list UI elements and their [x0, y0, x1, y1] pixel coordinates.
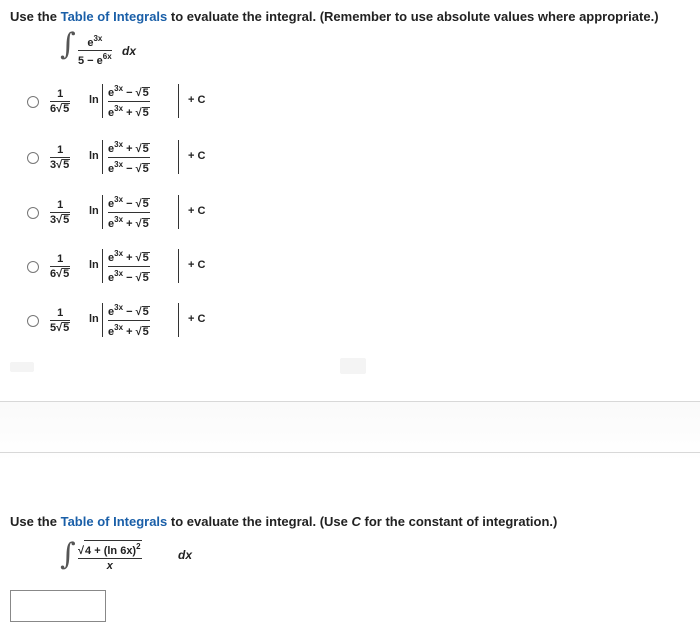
absolute-value-bar-left — [102, 195, 103, 229]
coefficient-fraction: 1 5√5 — [50, 307, 70, 334]
coefficient-fraction: 1 3√5 — [50, 199, 70, 226]
absolute-value-bar-left — [102, 249, 103, 283]
absolute-value-bar-left — [102, 140, 103, 174]
ln-label: ln — [89, 205, 99, 217]
constant-c: + C — [188, 150, 206, 162]
constant-c: + C — [188, 259, 206, 271]
ln-label: ln — [89, 259, 99, 271]
question-2-prompt — [10, 514, 557, 529]
answer-option-1[interactable] — [0, 84, 700, 142]
coefficient-fraction: 1 6√5 — [50, 253, 70, 280]
absolute-value-bar-right — [178, 303, 179, 337]
table-of-integrals-link[interactable]: Table of Integrals — [60, 514, 168, 529]
table-of-integrals-link[interactable]: Table of Integrals — [60, 9, 168, 24]
prompt-middle: to evaluate the integral. (Use — [170, 514, 348, 529]
section-gap — [0, 402, 700, 462]
integrand-denominator: x — [106, 560, 113, 572]
ln-label: ln — [89, 94, 99, 106]
absolute-value-bar-left — [102, 84, 103, 118]
coefficient-fraction: 1 3√5 — [50, 144, 70, 171]
question-1-prompt — [10, 9, 659, 24]
prompt-prefix: Use the — [10, 9, 57, 24]
radio-button[interactable] — [27, 261, 39, 273]
section-divider — [0, 452, 700, 453]
radio-button[interactable] — [27, 152, 39, 164]
constant-c: + C — [188, 313, 206, 325]
log-argument-fraction: $e^{3x} - √5$ $e^{3x} + √5$ — [108, 195, 149, 230]
integral-sign: ∫ — [60, 27, 76, 62]
ln-label: ln — [89, 150, 99, 162]
absolute-value-bar-right — [178, 249, 179, 283]
prompt-suffix: to evaluate the integral. (Remember to use absolute values where appropriate.) — [170, 9, 659, 24]
log-argument-fraction: $e^{3x} + √5$ $e^{3x} - √5$ — [108, 249, 149, 284]
prompt-variable: C — [351, 514, 361, 529]
radio-button[interactable] — [27, 315, 39, 327]
coefficient-fraction: 1 6√5 — [50, 88, 70, 115]
log-argument-fraction: $e^{3x} - √5$ $e^{3x} + √5$ — [108, 84, 149, 119]
faded-artifact — [340, 358, 366, 374]
dx-label: dx — [122, 44, 137, 58]
answer-option-4[interactable] — [0, 249, 700, 307]
absolute-value-bar-left — [102, 303, 103, 337]
faded-artifact — [10, 362, 34, 372]
absolute-value-bar-right — [178, 84, 179, 118]
radio-button[interactable] — [27, 96, 39, 108]
integrand-numerator: √4 + (ln 6x)$^2$ — [78, 542, 141, 557]
integrand-fraction — [78, 540, 142, 572]
prompt-suffix: for the constant of integration.) — [364, 514, 558, 529]
integral-sign: ∫ — [60, 537, 76, 572]
integrand-numerator: $e^{3x}$ — [87, 34, 103, 49]
radio-button[interactable] — [27, 207, 39, 219]
constant-c: + C — [188, 205, 206, 217]
log-argument-fraction: $e^{3x} + √5$ $e^{3x} - √5$ — [108, 140, 149, 175]
answer-option-2[interactable] — [0, 140, 700, 198]
integrand-fraction — [78, 34, 112, 67]
log-argument-fraction: $e^{3x} - √5$ $e^{3x} + √5$ — [108, 303, 149, 338]
integrand-denominator: $5 - e^{6x}$ — [78, 52, 112, 67]
ln-label: ln — [89, 313, 99, 325]
answer-option-5[interactable] — [0, 303, 700, 361]
constant-c: + C — [188, 94, 206, 106]
absolute-value-bar-right — [178, 195, 179, 229]
answer-option-3[interactable] — [0, 195, 700, 253]
absolute-value-bar-right — [178, 140, 179, 174]
dx-label: dx — [178, 548, 193, 562]
answer-input[interactable] — [10, 590, 106, 622]
prompt-prefix: Use the — [10, 514, 57, 529]
